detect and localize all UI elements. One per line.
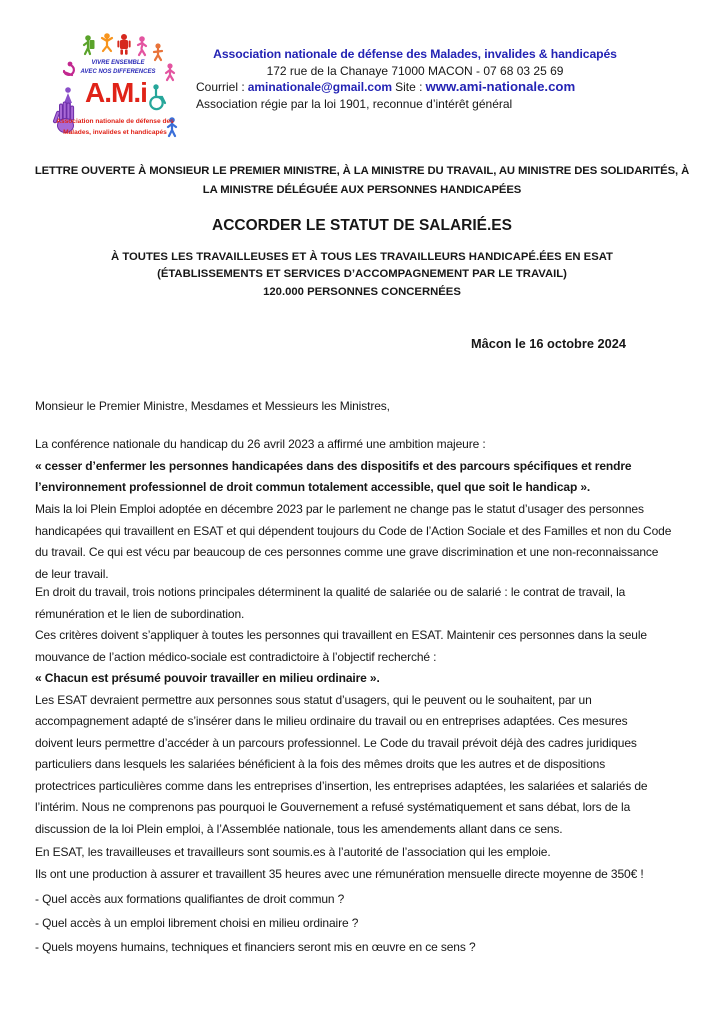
org-name: Association nationale de défense des Malades, invalides & handicapés: [213, 47, 617, 61]
letter-headline: ACCORDER LE STATUT DE SALARIÉ.ES: [212, 217, 512, 234]
wheelchair-icon: [150, 84, 165, 109]
subtitle-line: À TOUTES LES TRAVAILLEUSES ET À TOUS LES TRAVAILLEURS HANDICAPÉ.ÉES EN ESAT: [111, 251, 613, 263]
text-line: l’intérim. Nous ne comprenons pas pourquoi le Gouvernement a refusé systématiquement et sans débat, lors de la: [35, 800, 631, 814]
text-line: Mais la loi Plein Emploi adoptée en décembre 2023 par le parlement ne change pas le statut d’usager des personnes: [35, 502, 644, 516]
ami-logo-graphic: [52, 30, 180, 144]
text-line: La conférence nationale du handicap du 26 avril 2023 a affirmé une ambition majeure :: [35, 437, 486, 451]
text-line: l’environnement professionnel de droit commun totalement accessible, quel que soit le handicap ».: [35, 480, 591, 494]
question-item: - Quel accès aux formations qualifiantes de droit commun ?: [35, 892, 345, 906]
subtitle-line: (ÉTABLISSEMENTS ET SERVICES D’ACCOMPAGNEMENT PAR LE TRAVAIL): [157, 268, 567, 281]
logo-caption-1: Association nationale de défense des: [56, 118, 174, 125]
logo-acronym: A.M.i: [85, 77, 147, 108]
subtitle-line: 120.000 PERSONNES CONCERNÉES: [263, 285, 461, 298]
legal-status: Association régie par la loi 1901, reconnue d’intérêt général: [196, 96, 513, 111]
text-line: « Chacun est présumé pouvoir travailler en milieu ordinaire ».: [35, 671, 380, 685]
text-line: Ils ont une production à assurer et travaillent 35 heures avec une rémunération mensuelle directe moyenne de 350€ !: [35, 866, 644, 881]
website-link[interactable]: www.ami-nationale.com: [425, 79, 576, 94]
site-label: Site :: [395, 80, 423, 94]
paragraph-loi-plein-emploi: [35, 499, 700, 585]
logo-tagline-1: VIVRE ENSEMBLE: [91, 60, 145, 66]
paragraph-droit-du-travail: [35, 582, 700, 840]
person-icon: [117, 34, 130, 55]
logo-caption-2: Malades, invalides et handicapés: [63, 129, 167, 136]
salutation: [35, 396, 700, 418]
text-line: discussion de la loi Plein emploi, à l’Assemblée nationale, tous les amendements allant dans ce sens.: [35, 821, 563, 836]
question-item: - Quel accès à un emploi librement choisi en milieu ordinaire ?: [35, 916, 359, 931]
email-label: Courriel :: [196, 80, 245, 94]
letter-title: [34, 162, 690, 200]
questions-list: [35, 889, 700, 961]
contact-line: [196, 79, 634, 96]
person-icon: [166, 63, 174, 80]
person-icon: [102, 33, 112, 51]
text-line: En ESAT, les travailleuses et travailleurs sont soumis.es à l’autorité de l’association qui les emploie.: [35, 845, 551, 859]
text-line: Ces critères doivent s’appliquer à toutes les personnes qui travaillent en ESAT. Maintenir ces personnes dans la seule: [35, 628, 647, 642]
text-line: rémunération et le lien de subordination.: [35, 606, 245, 621]
person-icon: [154, 43, 162, 60]
org-address: 172 rue de la Chanaye 71000 MACON - 07 68 03 25 69: [266, 63, 564, 78]
text-line: Les ESAT devraient permettre aux personnes sous statut d’usagers, qui le peuvent ou le souhaitent, par un: [35, 692, 592, 707]
person-icon: [64, 62, 74, 75]
person-icon: [84, 35, 95, 54]
paragraph-esat-conditions: [35, 842, 700, 885]
text-line: handicapées qui travaillent en ESAT et qui dépendent toujours du Code de l’Action Sociale et des Familles et non du Code: [35, 523, 672, 538]
person-icon: [138, 36, 146, 55]
title-line: LETTRE OUVERTE À MONSIEUR LE PREMIER MINISTRE, À LA MINISTRE DU TRAVAIL, AU MINISTRE DES SOLIDARITÉS, À: [34, 165, 690, 177]
text-line: particuliers dans lesquels les salariées bénéficient à la fois des mêmes droits que les autres et de dispositions: [35, 757, 606, 771]
question-item: - Quels moyens humains, techniques et financiers seront mis en œuvre en ce sens ?: [35, 940, 476, 955]
text-line: protectrices particulières comme dans les entreprises d’insertion, les entreprises adaptées, les salariées et salariés de: [35, 778, 648, 793]
letterhead: [196, 46, 634, 112]
letter-subtitle: [34, 249, 690, 301]
text-line: de leur travail.: [35, 566, 109, 581]
dateline: Mâcon le 16 octobre 2024: [470, 336, 626, 351]
text-line: du travail. Ce qui est vécu par beaucoup de ces personnes comme une grave discrimination et une non-reconnaissance: [35, 545, 659, 559]
text-line: accompagnement adapté de s’insérer dans le milieu ordinaire du travail ou en entreprises adaptées. Ces mesures: [35, 714, 628, 728]
title-line: LA MINISTRE DÉLÉGUÉE AUX PERSONNES HANDICAPÉES: [202, 184, 522, 196]
text-line: En droit du travail, trois notions principales déterminent la qualité de salariée ou de salarié : le contrat de travail, la: [35, 585, 626, 599]
email-link[interactable]: aminationale@gmail.com: [247, 80, 393, 94]
logo-tagline-2: AVEC NOS DIFFERENCES: [80, 69, 156, 75]
paragraph-conference: [35, 434, 700, 499]
text-line: « cesser d’enfermer les personnes handicapées dans des dispositifs et des parcours spécifiques et rendre: [35, 458, 632, 473]
text-line: Monsieur le Premier Ministre, Mesdames et Messieurs les Ministres,: [35, 399, 390, 413]
text-line: mouvance de l’action médico-sociale est contradictoire à l’objectif recherché :: [35, 649, 437, 664]
ami-logo: [52, 30, 180, 144]
text-line: doivent leurs permettre d’accéder à un parcours professionnel. Le Code du travail prévoit déjà des cadres juridiques: [35, 735, 637, 750]
